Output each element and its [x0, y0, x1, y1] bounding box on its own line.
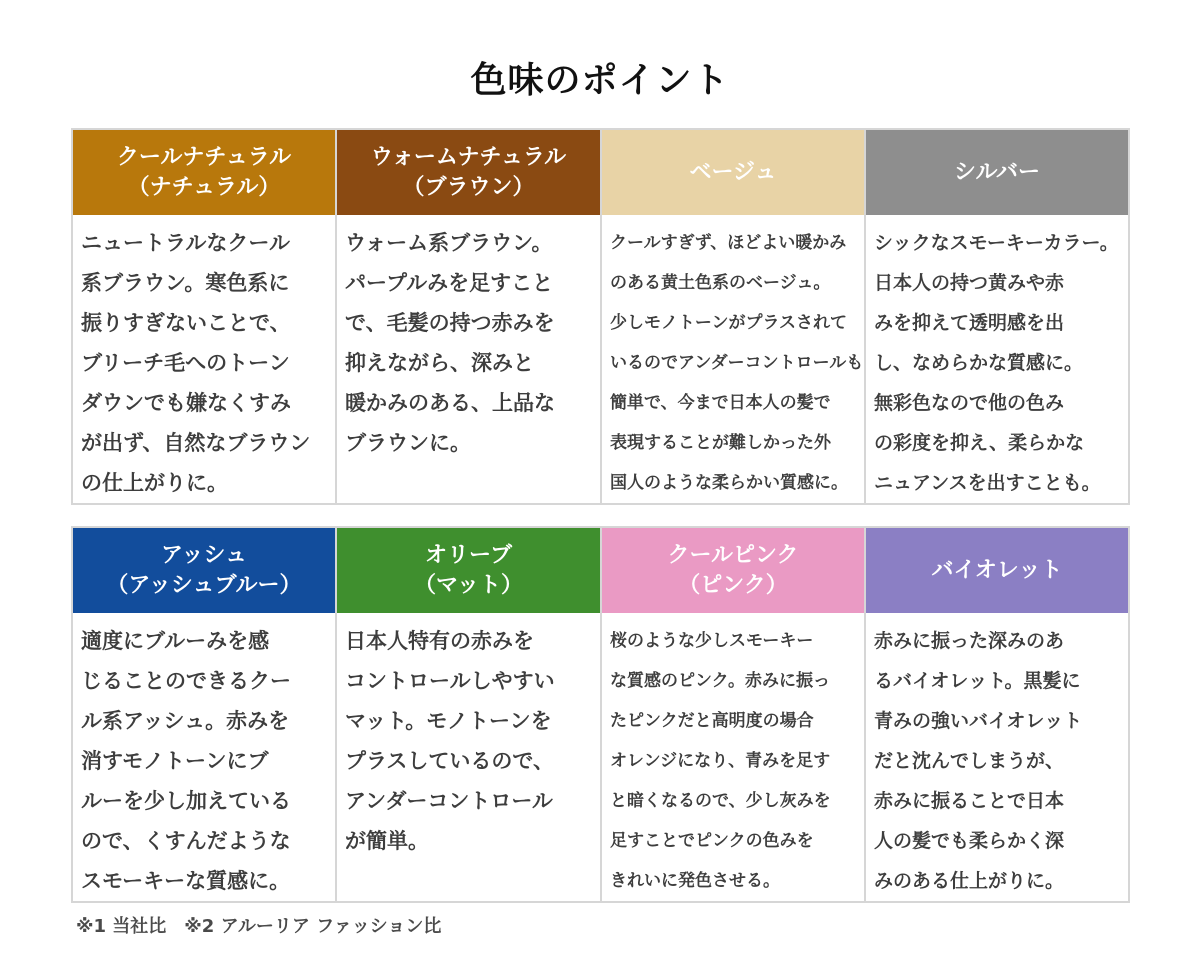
description-line: 適度にブルーみを感	[81, 629, 270, 653]
description-line: プラスしているので、	[345, 749, 554, 773]
description-line: ので、くすんだような	[81, 829, 291, 853]
description-line: 簡単で、今まで日本人の髪で	[610, 393, 831, 413]
description-line: 赤みに振ることで日本	[874, 790, 1065, 812]
description-line: な質感のピンク。赤みに振っ	[610, 671, 830, 691]
description-line: 日本人特有の赤みを	[345, 629, 534, 653]
description-line: ルーを少し加えている	[81, 789, 291, 813]
description-line: ウォーム系ブラウン。	[345, 231, 553, 255]
card-description	[73, 613, 335, 901]
color-card-cool-natural	[73, 130, 337, 503]
description-line: で、毛髪の持つ赤みを	[345, 311, 555, 335]
description-line: の彩度を抑え、柔らかな	[874, 432, 1085, 454]
description-line: パープルみを足すこと	[345, 271, 554, 295]
description-line: が簡単。	[345, 829, 429, 853]
card-header	[337, 528, 600, 613]
card-description	[866, 613, 1128, 901]
description-line: し、なめらかな質感に。	[874, 352, 1084, 374]
card-header-line: （ピンク）	[678, 572, 788, 598]
footnote: ※1 当社比 ※2 アルーリア ファッション比	[76, 916, 442, 937]
card-description	[73, 215, 335, 503]
description-line: の仕上がりに。	[81, 471, 228, 495]
description-line: だと沈んでしまうが、	[874, 750, 1065, 772]
description-line: 赤みに振った深みのあ	[874, 630, 1065, 652]
color-card-warm-natural	[337, 130, 602, 503]
card-description	[337, 613, 600, 901]
description-line: マット。モノトーンを	[345, 709, 552, 733]
color-grid-top	[71, 128, 1130, 505]
description-line: クールすぎず、ほどよい暖かみ	[610, 233, 847, 253]
description-line: 暖かみのある、上品な	[345, 391, 555, 415]
description-line: シックなスモーキーカラー。	[874, 232, 1119, 254]
description-line: 日本人の持つ黄みや赤	[874, 272, 1065, 294]
description-line: 足すことでピンクの色みを	[610, 831, 814, 851]
color-card-olive	[337, 528, 602, 901]
card-header	[602, 528, 864, 613]
description-line: アンダーコントロール	[345, 789, 553, 813]
card-header-line: ウォームナチュラル	[370, 144, 567, 170]
card-header	[866, 528, 1128, 613]
description-line: 振りすぎないことで、	[81, 311, 291, 335]
description-line: みのある仕上がりに。	[874, 870, 1065, 892]
description-line: のある黄土色系のベージュ。	[610, 273, 831, 293]
description-line: ブラウンに。	[345, 431, 471, 455]
page-title: 色味のポイント	[470, 60, 730, 101]
color-card-silver	[866, 130, 1128, 503]
card-description	[866, 215, 1128, 503]
card-description	[602, 613, 864, 901]
card-header-line: （アッシュブルー）	[106, 572, 302, 598]
description-line: きれいに発色させる。	[610, 871, 780, 891]
description-line: ダウンでも嫌なくすみ	[81, 391, 291, 415]
card-header-line: アッシュ	[160, 542, 248, 568]
card-description	[337, 215, 600, 503]
card-header-line: シルバー	[954, 159, 1040, 185]
description-line: じることのできるクー	[81, 669, 291, 693]
description-line: 人の髪でも柔らかく深	[874, 830, 1065, 852]
description-line: たピンクだと高明度の場合	[610, 711, 814, 731]
card-header-line: クールナチュラル	[116, 144, 292, 170]
description-line: みを抑えて透明感を出	[874, 312, 1065, 334]
description-line: 消すモノトーンにブ	[81, 749, 269, 773]
description-line: コントロールしやすい	[345, 669, 555, 693]
color-card-ash	[73, 528, 337, 901]
description-line: が出ず、自然なブラウン	[81, 431, 311, 455]
description-line: 系ブラウン。寒色系に	[81, 271, 290, 295]
description-line: 国人のような柔らかい質感に。	[610, 473, 848, 493]
description-line: と暗くなるので、少し灰みを	[610, 791, 831, 811]
card-header-line: オリーブ	[425, 542, 512, 568]
color-card-violet	[866, 528, 1128, 901]
card-header	[866, 130, 1128, 215]
card-header	[602, 130, 864, 215]
description-line: 抑えながら、深みと	[345, 351, 534, 375]
description-line: ル系アッシュ。赤みを	[81, 709, 290, 733]
color-grid-bottom	[71, 526, 1130, 903]
description-line: 青みの強いバイオレット	[874, 710, 1083, 732]
description-line: ニュアンスを出すことも。	[874, 472, 1101, 494]
color-card-beige	[602, 130, 866, 503]
card-header-line: クールピンク	[667, 542, 799, 568]
color-card-cool-pink	[602, 528, 866, 901]
description-line: 表現することが難しかった外	[610, 433, 831, 453]
card-header-line: （ブラウン）	[402, 174, 535, 200]
card-header	[337, 130, 600, 215]
description-line: 桜のような少しスモーキー	[610, 631, 814, 651]
card-header-line: バイオレット	[931, 557, 1063, 583]
description-line: オレンジになり、青みを足す	[610, 751, 831, 771]
description-line: スモーキーな質感に。	[81, 869, 291, 893]
card-header-line: ベージュ	[689, 159, 777, 185]
description-line: 少しモノトーンがプラスされて	[610, 313, 847, 333]
card-header	[73, 130, 335, 215]
description-line: ニュートラルなクール	[81, 231, 290, 255]
description-line: 無彩色なので他の色み	[874, 392, 1065, 414]
card-header-line: （ナチュラル）	[127, 174, 281, 200]
card-header-line: （マット）	[413, 572, 524, 598]
card-header	[73, 528, 335, 613]
description-line: るバイオレット。黒髪に	[874, 670, 1081, 692]
description-line: いるのでアンダーコントロールも	[610, 353, 864, 373]
card-description	[602, 215, 864, 503]
description-line: ブリーチ毛へのトーン	[81, 351, 290, 375]
